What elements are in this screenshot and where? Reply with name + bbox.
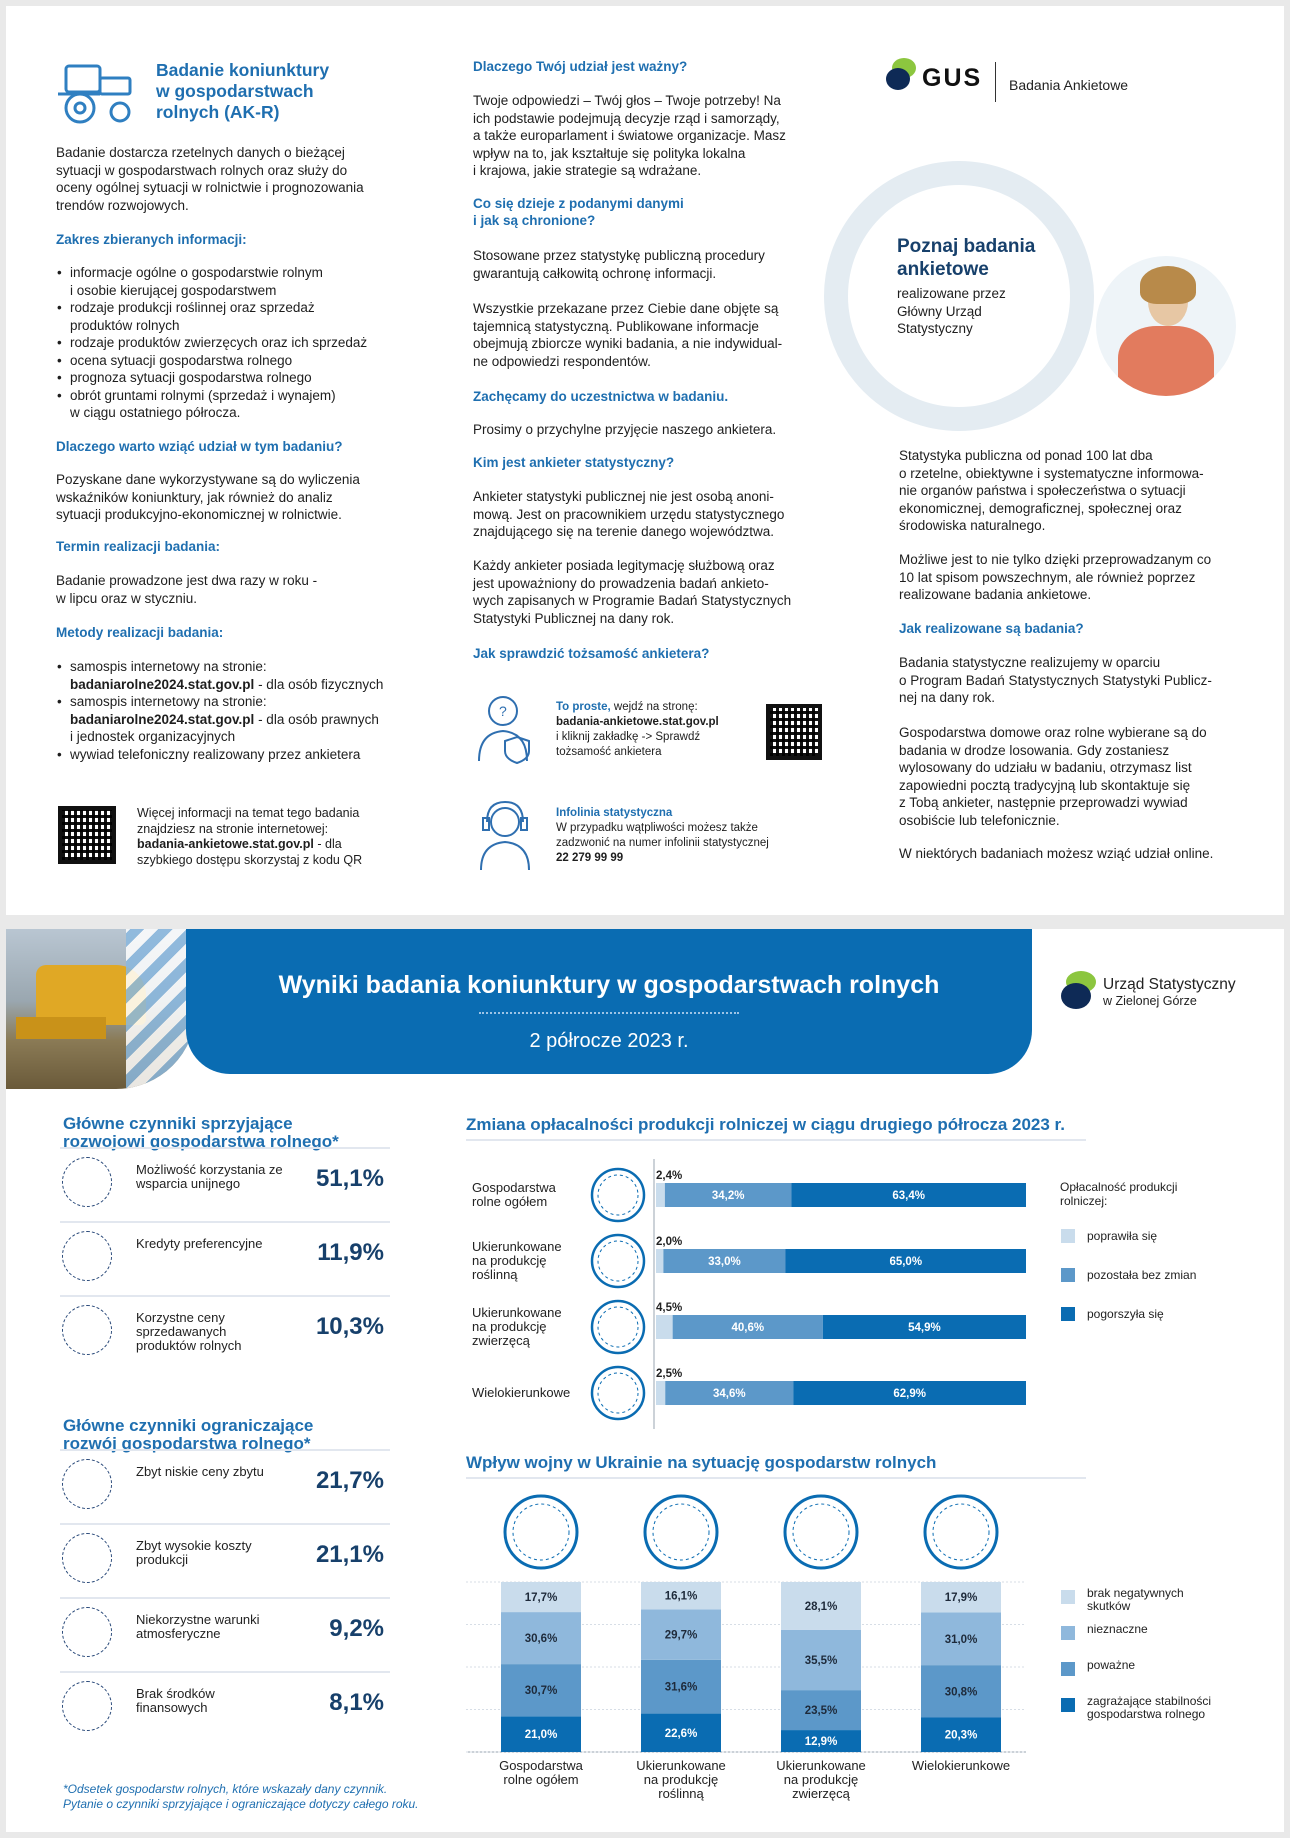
legend-label: zagrażające stabilności gospodarstwa rolnego <box>1087 1694 1212 1721</box>
legend-label: brak negatywnych skutków <box>1087 1586 1184 1613</box>
data-protection-heading: Co się dzieje z podanymi danymi i jak są chronione? <box>473 196 684 228</box>
interviewer-verify-icon <box>473 691 543 767</box>
legend-swatch <box>1061 1268 1075 1282</box>
leaflet-sheet <box>6 6 1284 915</box>
bar-label: 35,5% <box>804 1654 838 1667</box>
profitability-legend-title: Opłacalność produkcji rolniczej: <box>1060 1180 1178 1208</box>
legend-swatch <box>1061 1626 1075 1640</box>
verify-link[interactable]: badania-ankietowe.stat.gov.pl <box>556 716 719 728</box>
tractor-icon <box>56 58 140 128</box>
barn-icon <box>592 1169 644 1221</box>
factor-label: Kredyty preferencyjne <box>136 1236 263 1251</box>
legend-label: pogorszyła się <box>1087 1307 1164 1321</box>
title-rule <box>466 1139 1086 1141</box>
bar-label: 62,9% <box>893 1388 926 1400</box>
category-label: Ukierunkowane <box>472 1239 562 1254</box>
limiting-title: Główne czynniki ograniczające rozwój gospodarstwa rolnego* <box>63 1416 314 1453</box>
gus-logo: GUS <box>922 64 983 92</box>
person-question-icon <box>62 1681 112 1731</box>
factor-value: 9,2% <box>329 1615 384 1642</box>
category-label: na produkcję <box>472 1253 547 1268</box>
qr-code[interactable] <box>58 806 116 864</box>
mixed-farm-icon <box>925 1496 997 1568</box>
war-impact-chart <box>466 1492 1036 1817</box>
bar-label: 23,5% <box>804 1705 838 1718</box>
term-heading: Termin realizacji badania: <box>56 539 221 554</box>
selection-text: Gospodarstwa domowe oraz rolne wybierane są do badania w drodze losowania. Gdy zostaniesz wylosowany do udziału w badaniu, otrzymasz list zapowiedni pocztą tradycyjną lub skontaktuje się z Tobą ankieter, następnie przeprowadzi wywiad osobiście lub telefonicznie. <box>899 725 1207 828</box>
importance-heading: Dlaczego Twój udział jest ważny? <box>473 59 688 74</box>
verify-qr-code[interactable] <box>766 704 822 760</box>
factor-value: 10,3% <box>315 1313 384 1340</box>
results-banner <box>186 929 1032 1074</box>
factor-row <box>60 1221 390 1287</box>
bar-label: 29,7% <box>664 1629 698 1642</box>
survey-title: Badanie koniunktury w gospodarstwach rolnych (AK-R) <box>156 60 330 122</box>
legend-label: nieznaczne <box>1087 1622 1148 1636</box>
results-sheet <box>6 929 1284 1832</box>
legend-swatch <box>1061 1698 1075 1712</box>
factor-row <box>60 1147 390 1213</box>
legend-swatch <box>1061 1662 1075 1676</box>
bar-label: 54,9% <box>908 1322 941 1334</box>
factor-label: Niekorzystne warunki atmosferyczne <box>136 1612 260 1641</box>
category-label: roślinną <box>658 1786 704 1801</box>
bar-label: 2,5% <box>656 1368 683 1380</box>
livestock-icon <box>592 1301 644 1353</box>
category-label: na produkcję <box>783 1772 859 1787</box>
category-label: zwierzęcą <box>792 1786 850 1801</box>
harvester-photo <box>6 929 196 1089</box>
cloud-icon <box>62 1607 112 1657</box>
coins-tag-icon <box>62 1305 112 1355</box>
bar-segment <box>656 1249 663 1273</box>
secrecy-text: Wszystkie przekazane przez Ciebie dane objęte są tajemnicą statystyczną. Publikowane informacje obejmują zbiorcze wyniki badania, a nie indywidual- ne odpowiedzi respondentów. <box>473 301 783 369</box>
how-heading: Jak realizowane są badania? <box>899 621 1084 636</box>
results-title: Wyniki badania koniunktury w gospodarstwach rolnych <box>278 971 940 999</box>
scope-heading: Zakres zbieranych informacji: <box>56 232 247 247</box>
category-label: rolne ogółem <box>472 1194 548 1209</box>
banner-divider <box>479 1012 739 1014</box>
legend-label: poprawiła się <box>1087 1229 1158 1243</box>
favourable-title: Główne czynniki sprzyjające rozwojowi gospodarstwa rolnego* <box>63 1114 339 1151</box>
category-label: Ukierunkowane <box>636 1758 726 1773</box>
category-label: Gospodarstwa <box>472 1180 556 1195</box>
legend-label: poważne <box>1087 1658 1136 1672</box>
war-title-rule <box>466 1477 1086 1479</box>
factor-row <box>60 1671 390 1737</box>
gus-logo-caption: Badania Ankietowe <box>1009 77 1129 93</box>
bar-label: 22,6% <box>664 1727 698 1740</box>
factor-label: Zbyt niskie ceny zbytu <box>136 1464 264 1479</box>
factor-row <box>60 1295 390 1361</box>
factor-value: 8,1% <box>329 1689 384 1716</box>
interviewer-text: Ankieter statystyki publicznej nie jest osobą anoni- mową. Jest on pracownikiem urzędu statystycznego znajdującego się na terenie danego województwa. <box>473 489 785 539</box>
bar-label: 30,7% <box>524 1685 558 1698</box>
profitability-chart-title: Zmiana opłacalności produkcji rolniczej w ciągu drugiego półrocza 2023 r. <box>466 1115 1065 1134</box>
promo-title: Poznaj badania ankietowe <box>897 236 1036 280</box>
bar-segment <box>656 1183 665 1207</box>
id-card-text: Każdy ankieter posiada legitymację służbową oraz jest upoważniony do prowadzenia badań ankieto- wych zapisanych w Programie Badań Statystycznych Statystyki Publicznej na dany rok. <box>473 558 792 626</box>
encourage-heading: Zachęcamy do uczestnictwa w badaniu. <box>473 389 729 404</box>
factor-row <box>60 1597 390 1663</box>
why-heading: Dlaczego warto wziąć udział w tym badaniu? <box>56 439 343 454</box>
category-label: zwierzęcą <box>472 1333 530 1348</box>
headset-icon <box>473 796 543 872</box>
bar-label: 33,0% <box>708 1256 741 1268</box>
legend-swatch <box>1061 1307 1075 1321</box>
verify-heading: Jak sprawdzić tożsamość ankietera? <box>473 646 710 661</box>
factor-row <box>60 1523 390 1589</box>
bar-label: 40,6% <box>731 1322 765 1334</box>
factor-value: 21,1% <box>315 1541 384 1568</box>
promo-photo <box>1096 256 1236 396</box>
online-text: W niektórych badaniach możesz wziąć udział online. <box>899 846 1214 861</box>
livestock-icon <box>785 1496 857 1568</box>
category-label: na produkcję <box>643 1772 719 1787</box>
logo-divider <box>995 62 996 102</box>
office-logo: Urząd Statystyczny w Zielonej Górze <box>1103 976 1236 1008</box>
bar-label: 31,0% <box>944 1633 978 1646</box>
bar-label: 34,6% <box>712 1388 746 1400</box>
bar-label: 30,8% <box>944 1686 978 1699</box>
bar-label: 34,2% <box>711 1190 745 1202</box>
barn-icon <box>505 1496 577 1568</box>
protection-text: Stosowane przez statystykę publiczną procedury gwarantują całkowitą ochronę informacji. <box>473 248 765 281</box>
footnote: *Odsetek gospodarstw rolnych, które wskazały dany czynnik. Pytanie o czynniki sprzyjające i ograniczające dotyczy całego roku. <box>63 1782 419 1811</box>
bar-label: 21,0% <box>524 1729 558 1742</box>
bar-label: 17,9% <box>944 1592 978 1605</box>
bar-label: 2,4% <box>656 1170 683 1182</box>
hotline-number[interactable]: 22 279 99 99 <box>556 852 624 864</box>
bar-label: 4,5% <box>656 1302 683 1314</box>
bar-label: 63,4% <box>892 1190 926 1202</box>
profitability-chart <box>466 1159 1036 1449</box>
factor-value: 21,7% <box>315 1467 384 1494</box>
category-label: Wielokierunkowe <box>911 1758 1011 1773</box>
bar-label: 12,9% <box>804 1736 838 1749</box>
war-chart-title: Wpływ wojny w Ukrainie na sytuację gospodarstw rolnych <box>466 1453 937 1472</box>
category-label: roślinną <box>472 1267 518 1282</box>
category-label: Ukierunkowane <box>776 1758 866 1773</box>
low-price-icon <box>62 1459 112 1509</box>
wheat-icon <box>592 1235 644 1287</box>
more-info: Więcej informacji na temat tego badania znajdziesz na stronie internetowej: badania-ankietowe.stat.gov.pl - dla szybkiego dostępu skorzystaj z kodu QR <box>137 806 363 867</box>
why-text: Pozyskane dane wykorzystywane są do wyliczenia wskaźników koniunktury, jak również do analiz sytuacji produkcyjno-ekonomicznej w rolnictwie. <box>56 472 360 522</box>
methods-list: • samospis internetowy na stronie: badaniarolne2024.stat.gov.pl - dla osób fizycznych • samospis internetowy na stronie: badaniarolne2024.stat.gov.pl - dla osób prawnych i jednostek organizacyjnych • wywiad telefoniczny realizowany przez ankietera <box>56 658 416 763</box>
mixed-farm-icon <box>592 1367 644 1419</box>
factor-row <box>60 1449 390 1515</box>
results-period: 2 półrocze 2023 r. <box>529 1030 689 1052</box>
methods-heading: Metody realizacji badania: <box>56 625 224 640</box>
bar-label: 17,7% <box>524 1592 558 1605</box>
factor-value: 51,1% <box>315 1165 384 1192</box>
category-label: Gospodarstwa <box>499 1758 583 1773</box>
bar-label: 31,6% <box>664 1681 698 1694</box>
gus-logo-mark <box>886 58 918 90</box>
legend-swatch <box>1061 1229 1075 1243</box>
category-label: na produkcję <box>472 1319 547 1334</box>
factor-label: Brak środków finansowych <box>136 1686 215 1715</box>
office-logo-mark <box>1061 971 1101 1011</box>
category-label: Ukierunkowane <box>472 1305 562 1320</box>
bar-label: 2,0% <box>656 1236 683 1248</box>
stats-intro: Statystyka publiczna od ponad 100 lat dba o rzetelne, obiektywne i systematyczne informowa- nie organów państwa i społeczeństwa o sytuacji ekonomicznej, demograficznej, społecznej oraz środowiska naturalnego. <box>899 448 1204 533</box>
info-link[interactable]: badania-ankietowe.stat.gov.pl <box>137 837 314 851</box>
bar-label: 28,1% <box>804 1600 838 1613</box>
scope-list: • informacje ogólne o gospodarstwie rolnym i osobie kierującej gospodarstwem • rodzaje produkcji roślinnej oraz sprzedaż produktów rolnych • rodzaje produktów zwierzęcych oraz ich sprzedaż • ocena sytuacji gospodarstwa rolnego • prognoza sytuacji gospodarstwa rolnego • obrót gruntami rolnymi (sprzedaż i wynajem) w ciągu ostatniego półrocza. <box>56 264 416 422</box>
bar-label: 30,6% <box>524 1633 558 1646</box>
verify-instructions: To proste, wejdź na stronę: badania-ankietowe.stat.gov.pl i kliknij zakładkę -> Sprawdź tożsamość ankietera <box>556 701 719 758</box>
importance-text: Twoje odpowiedzi – Twój głos – Twoje potrzeby! Na ich podstawie podejmują decyzje rząd i samorządy, a także europarlament i światowe organizacje. Masz wpływ na to, jak kształtuje się polityka lokalna i krajowa, jakie strategie są wdrażane. <box>473 93 786 178</box>
census-text: Możliwe jest to nie tylko dzięki przeprowadzanym co 10 lat spisom powszechnym, ale również poprzez realizowane badania ankietowe. <box>899 552 1212 602</box>
survey-link[interactable]: badaniarolne2024.stat.gov.pl <box>70 676 255 692</box>
interviewer-heading: Kim jest ankieter statystyczny? <box>473 455 675 470</box>
bar-label: 16,1% <box>664 1590 698 1603</box>
tractor-cost-icon <box>62 1533 112 1583</box>
eu-stars-icon <box>62 1157 112 1207</box>
factor-value: 11,9% <box>317 1239 384 1266</box>
factor-label: Korzystne ceny sprzedawanych produktów rolnych <box>136 1310 242 1353</box>
survey-link-legal[interactable]: badaniarolne2024.stat.gov.pl <box>70 711 255 727</box>
bar-segment <box>656 1315 673 1339</box>
factor-label: Zbyt wysokie koszty produkcji <box>136 1538 252 1567</box>
category-label: Wielokierunkowe <box>472 1385 571 1400</box>
program-text: Badania statystyczne realizujemy w oparciu o Program Badań Statystycznych Statystyki Publicz- nej na dany rok. <box>899 655 1212 705</box>
term-text: Badanie prowadzone jest dwa razy w roku - w lipcu oraz w styczniu. <box>56 573 318 606</box>
svg-text:?: ? <box>499 703 507 719</box>
bar-label: 20,3% <box>944 1729 978 1742</box>
factor-label: Możliwość korzystania ze wsparcia unijnego <box>136 1162 283 1191</box>
wheat-icon <box>645 1496 717 1568</box>
welcome-text: Prosimy o przychylne przyjęcie naszego ankietera. <box>473 422 777 437</box>
survey-intro: Badanie dostarcza rzetelnych danych o bieżącej sytuacji w gospodarstwach rolnych oraz służy do oceny ogólnej sytuacji w rolnictwie i prognozowania trendów rozwojowych. <box>56 145 364 213</box>
promo-subtitle: realizowane przez Główny Urząd Statystyczny <box>897 286 1006 336</box>
bar-label: 65,0% <box>889 1256 923 1268</box>
category-label: rolne ogółem <box>503 1772 579 1787</box>
legend-swatch <box>1061 1590 1075 1604</box>
bank-icon <box>62 1231 112 1281</box>
hotline-box: Infolinia statystyczna W przypadku wątpliwości możesz także zadzwonić na numer infolinii statystycznej 22 279 99 99 <box>556 806 836 866</box>
legend-label: pozostała bez zmian <box>1087 1268 1197 1282</box>
bar-segment <box>656 1381 665 1405</box>
